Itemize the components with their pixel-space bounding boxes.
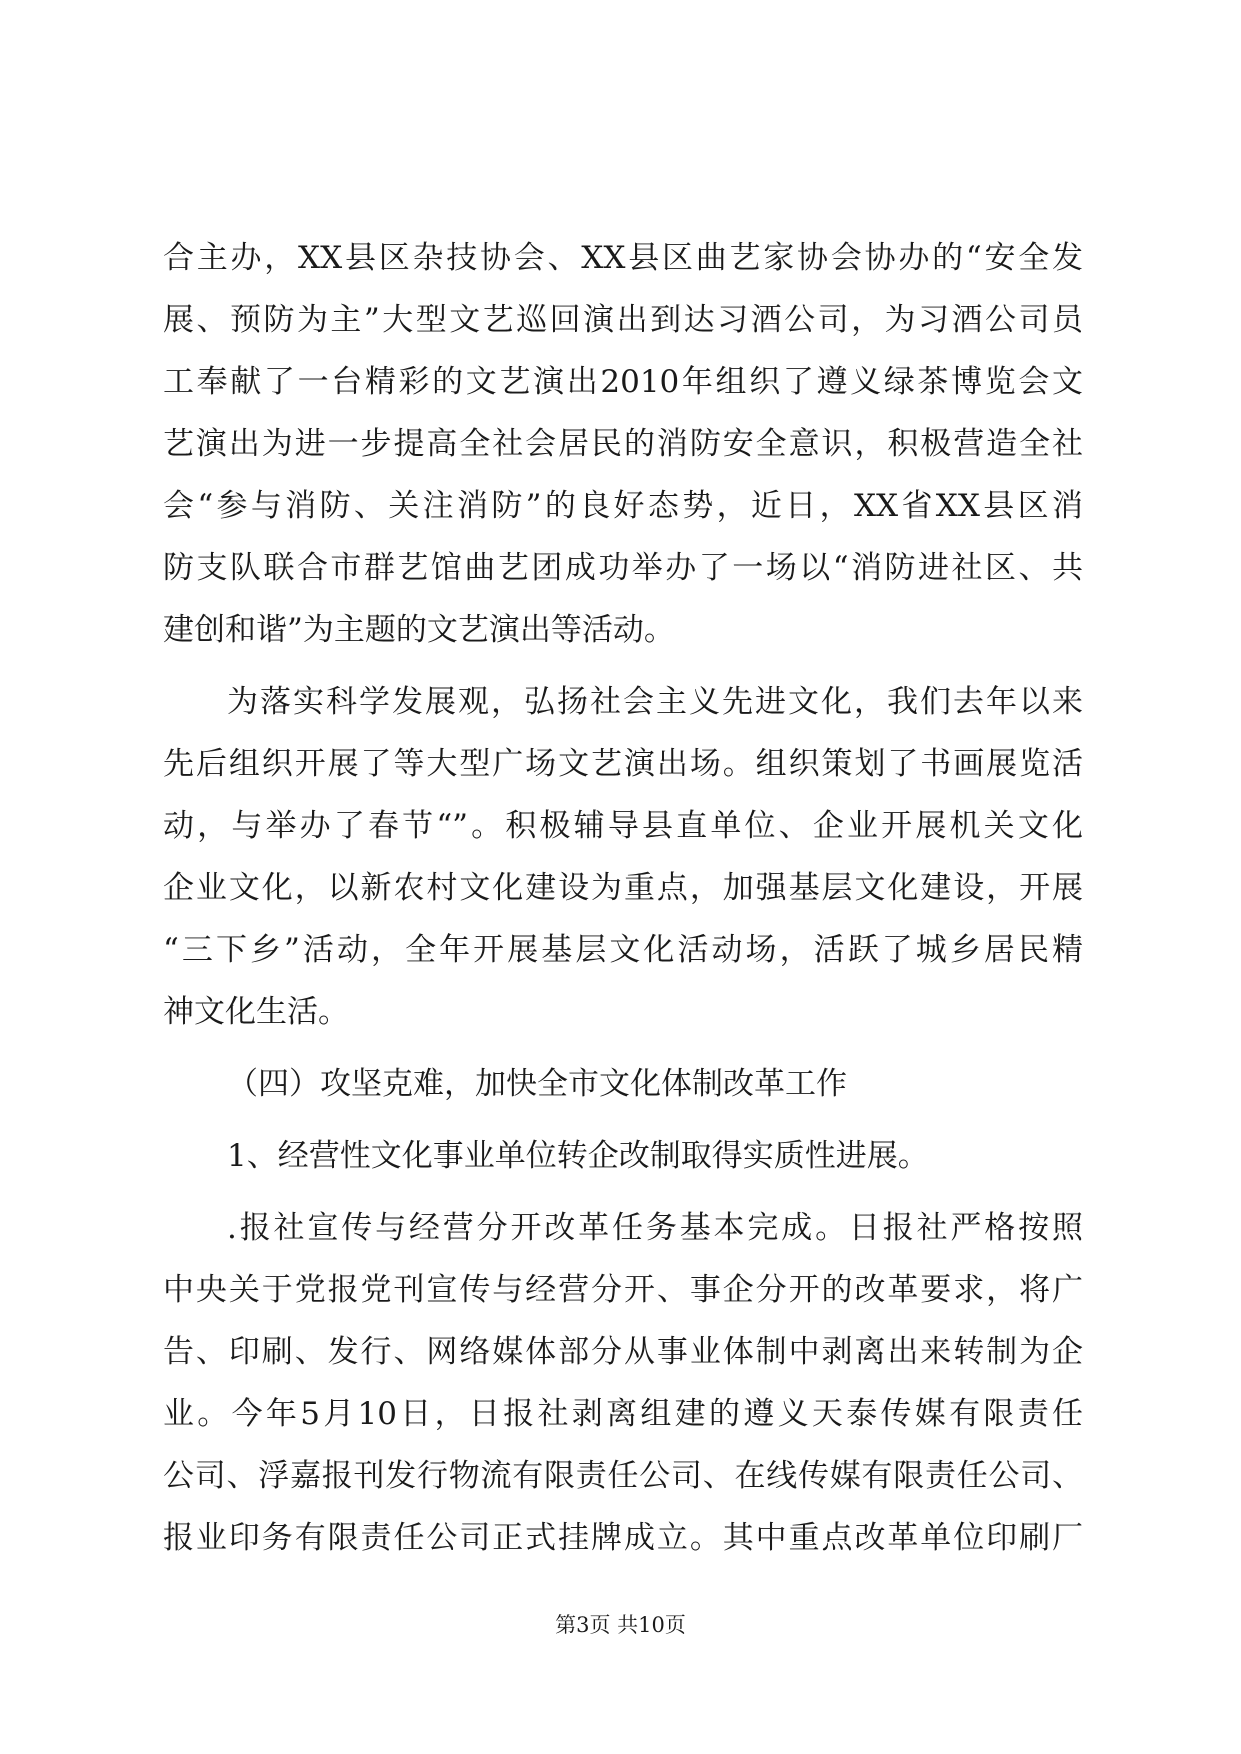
paragraph-line: 会“参与消防、关注消防”的良好态势，近日，XX省XX县区消 [163,488,1083,524]
paragraph-line: 神文化生活。 [163,994,349,1030]
paragraph-line: 业。今年5月10日，日报社剥离组建的遵义天泰传媒有限责任 [163,1396,1083,1432]
page-number-footer: 第3页 共10页 [555,1613,686,1637]
paragraph-line: 艺演出为进一步提高全社会居民的消防安全意识，积极营造全社 [163,426,1083,462]
document-body [163,227,1083,1569]
paragraph-line: 为落实科学发展观，弘扬社会主义先进文化，我们去年以来 [227,684,1083,720]
section-heading: （四）攻坚克难，加快全市文化体制改革工作 [227,1066,847,1102]
paragraph-line: 公司、浮嘉报刊发行物流有限责任公司、在线传媒有限责任公司、 [163,1458,1083,1494]
paragraph-line: 企业文化，以新农村文化建设为重点，加强基层文化建设，开展 [163,870,1083,906]
paragraph-line: 报业印务有限责任公司正式挂牌成立。其中重点改革单位印刷厂 [163,1520,1083,1556]
paragraph-line: 建创和谐”为主题的文艺演出等活动。 [163,612,675,648]
paragraph-line: “三下乡”活动，全年开展基层文化活动场，活跃了城乡居民精 [163,932,1083,968]
paragraph-line: 告、印刷、发行、网络媒体部分从事业体制中剥离出来转制为企 [163,1334,1083,1370]
paragraph-line: 中央关于党报党刊宣传与经营分开、事企分开的改革要求，将广 [163,1272,1083,1308]
subsection-heading: 1、经营性文化事业单位转企改制取得实质性进展。 [227,1138,929,1174]
paragraph-line: 工奉献了一台精彩的文艺演出2010年组织了遵义绿茶博览会文 [163,364,1083,400]
paragraph-line: 展、预防为主”大型文艺巡回演出到达习酒公司，为习酒公司员 [163,302,1083,338]
paragraph-line: .报社宣传与经营分开改革任务基本完成。日报社严格按照 [227,1210,1083,1246]
paragraph-line: 合主办，XX县区杂技协会、XX县区曲艺家协会协办的“安全发 [163,240,1083,276]
paragraph-line: 防支队联合市群艺馆曲艺团成功举办了一场以“消防进社区、共 [163,550,1083,586]
paragraph-line: 先后组织开展了等大型广场文艺演出场。组织策划了书画展览活 [163,746,1083,782]
paragraph-line: 动，与举办了春节“”。积极辅导县直单位、企业开展机关文化 [163,808,1083,844]
